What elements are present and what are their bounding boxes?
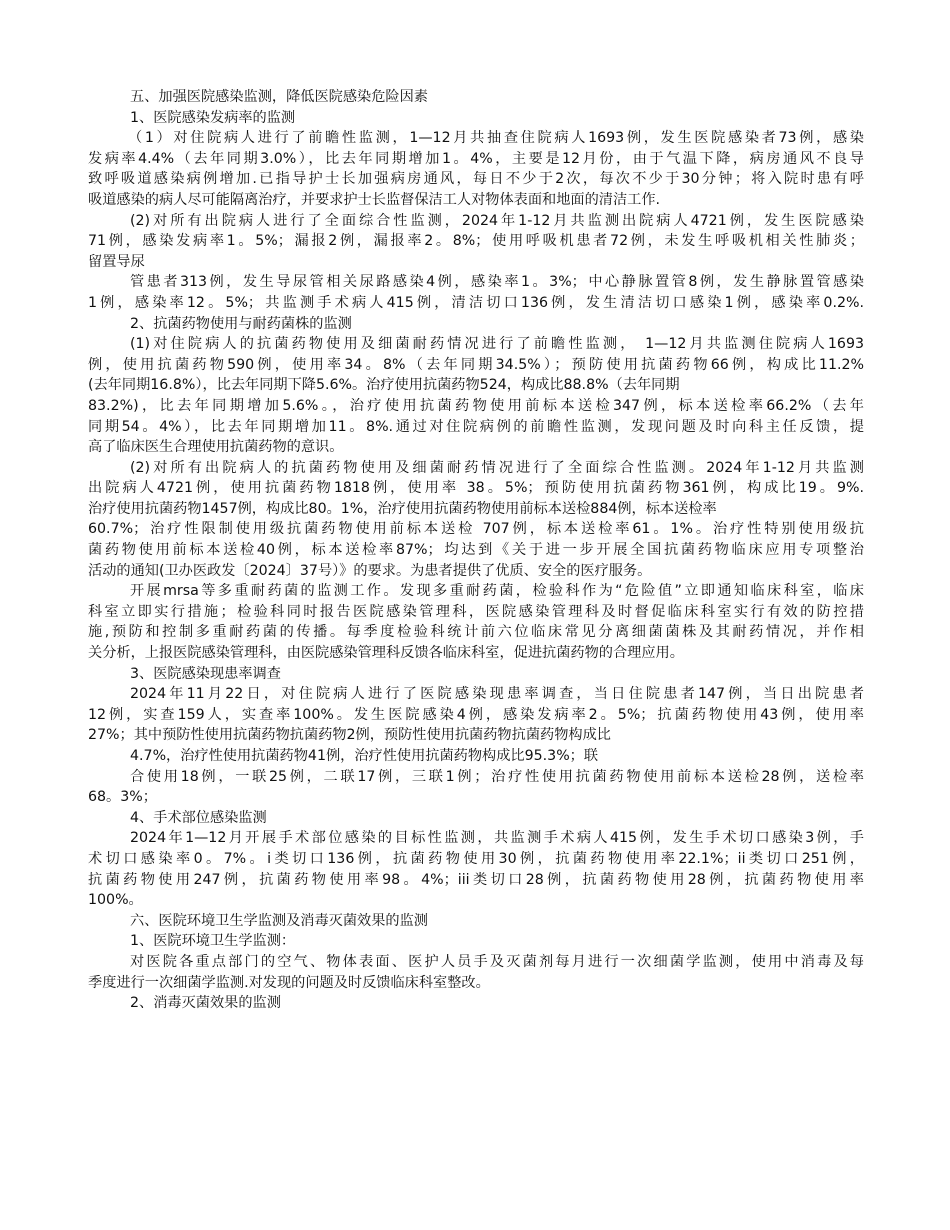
- paragraph-line: 抗菌药物使用247例，抗菌药物使用率98。4%；iii类切口28例，抗菌药物使用28例，抗菌药物使用率: [88, 871, 864, 888]
- paragraph-line: 留置导尿: [88, 253, 145, 270]
- paragraph-line: 活动的通知(卫办医政发〔2024〕37号）》的要求。为患者提供了优质、安全的医疗服务。: [88, 562, 652, 579]
- subsection-heading: 2、消毒灭菌效果的监测: [130, 995, 281, 1012]
- paragraph-line: (2)对所有出院病人的抗菌药物使用及细菌耐药情况进行了全面综合性监测。2024年1-12月共监测: [130, 459, 864, 476]
- paragraph-line: 菌药物使用前标本送检40例，标本送检率87%；均达到《关于进一步开展全国抗菌药物临床应用专项整治: [88, 542, 864, 559]
- paragraph-line: 术切口感染率0。7%。i类切口136例，抗菌药物使用30例，抗菌药物使用率22.1%；ii类切口251例，: [88, 850, 864, 867]
- paragraph-line: 12例，实查159人，实查率100%。发生医院感染4例，感染发病率2。5%；抗菌药物使用43例，使用率: [88, 706, 864, 723]
- paragraph-line: 对医院各重点部门的空气、物体表面、医护人员手及灭菌剂每月进行一次细菌学监测，使用中消毒及每: [130, 953, 864, 970]
- paragraph-line: （1）对住院病人进行了前瞻性监测，1—12月共抽查住院病人1693例，发生医院感染者73例，感染: [128, 130, 864, 147]
- subsection-heading: 4、手术部位感染监测: [130, 809, 267, 826]
- paragraph-line: 71例，感染发病率1。5%；漏报2例，漏报率2。8%；使用呼吸机患者72例，未发生呼吸机相关性肺炎；: [88, 233, 864, 250]
- paragraph-line: 治疗使用抗菌药物1457例，构成比80。1%，治疗使用抗菌药物使用前标本送检884例，标本送检率: [88, 500, 717, 517]
- paragraph-line: 2024年11月22日，对住院病人进行了医院感染现患率调查，当日住院患者147例，当日出院患者: [130, 686, 864, 703]
- paragraph-line: (2)对所有出院病人进行了全面综合性监测，2024年1-12月共监测出院病人4721例，发生医院感染: [130, 212, 864, 229]
- paragraph-line: 60.7%；治疗性限制使用级抗菌药物使用前标本送检 707例，标本送检率61。1%。治疗性特别使用级抗: [88, 521, 864, 538]
- paragraph-line: 合使用18例，一联25例，二联17例，三联1例；治疗性使用抗菌药物使用前标本送检28例，送检率: [130, 768, 864, 785]
- subsection-heading: 1、医院感染发病率的监测: [130, 109, 296, 126]
- paragraph-line: 例，使用抗菌药物590例，使用率34。8%（去年同期34.5%）；预防使用抗菌药物66例，构成比11.2%: [88, 356, 864, 373]
- paragraph-line: (1)对住院病人的抗菌药物使用及细菌耐药情况进行了前瞻性监测， 1—12月共监测住院病人1693: [130, 336, 864, 353]
- paragraph-line: 4.7%，治疗性使用抗菌药物41例，治疗性使用抗菌药物构成比95.3%；联: [130, 748, 599, 764]
- paragraph-line: 27%；其中预防性使用抗菌药物抗菌药物2例，预防性使用抗菌药物抗菌药物构成比: [88, 727, 611, 744]
- paragraph-line: 施,预防和控制多重耐药菌的传播。每季度检验科统计前六位临床常见分离细菌菌株及其耐药情况，并作相: [88, 624, 864, 641]
- subsection-heading: 1、医院环境卫生学监测：: [130, 933, 296, 950]
- paragraph-line: 管患者313例，发生导尿管相关尿路感染4例，感染率1。3%；中心静脉置管8例，发生静脉置管感染: [130, 274, 864, 291]
- paragraph-line: 科室立即实行措施；检验科同时报告医院感染管理科，医院感染管理科及时督促临床科室实行有效的防控措: [88, 603, 864, 620]
- paragraph-line: 高了临床医生合理使用抗菌药物的意识。: [88, 439, 344, 456]
- paragraph-line: 出院病人4721例，使用抗菌药物1818例，使用率 38。5%；预防使用抗菌药物361例，构成比19。9%.: [88, 480, 864, 497]
- paragraph-line: 2024年1—12月开展手术部位感染的目标性监测，共监测手术病人415例，发生手术切口感染3例，手: [130, 830, 864, 847]
- paragraph-line: 发病率4.4%（去年同期3.0%），比去年同期增加1。4%，主要是12月份，由于气温下降，病房通风不良导: [88, 150, 864, 167]
- paragraph-line: 100%。: [88, 892, 143, 909]
- paragraph-line: 吸道感染的病人尽可能隔离治疗，并要求护士长监督保洁工人对物体表面和地面的清洁工作.: [88, 191, 661, 208]
- paragraph-line: (去年同期16.8%），比去年同期下降5.6%。治疗使用抗菌药物524，构成比88.8%（去年同期: [88, 377, 680, 394]
- paragraph-line: 1例，感染率12。5%；共监测手术病人415例，清洁切口136例，发生清洁切口感染1例，感染率0.2%.: [88, 294, 864, 311]
- paragraph-line: 致呼吸道感染病例增加.已指导护士长加强病房通风，每日不少于2次，每次不少于30分钟；将入院时患有呼: [88, 171, 864, 188]
- paragraph-line: 开展mrsa等多重耐药菌的监测工作。发现多重耐药菌，检验科作为“危险值”立即通知临床科室，临床: [130, 583, 864, 600]
- subsection-heading: 2、抗菌药物使用与耐药菌株的监测: [130, 315, 352, 332]
- paragraph-line: 季度进行一次细菌学监测.对发现的问题及时反馈临床科室整改。: [88, 974, 490, 991]
- paragraph-line: 83.2%)，比去年同期增加5.6%。，治疗使用抗菌药物使用前标本送检347例，标本送检率66.2%（去年: [88, 397, 864, 414]
- paragraph-line: 同期54。4%），比去年同期增加11。8%.通过对住院病例的前瞻性监测，发现问题及时向科主任反馈，提: [88, 418, 864, 435]
- section-heading-6: 六、医院环境卫生学监测及消毒灭菌效果的监测: [130, 912, 428, 929]
- subsection-heading: 3、医院感染现患率调查: [130, 665, 281, 682]
- section-heading-5: 五、加强医院感染监测，降低医院感染危险因素: [130, 89, 428, 105]
- paragraph-line: 68。3%；: [88, 789, 157, 806]
- paragraph-line: 关分析，上报医院感染管理科，由医院感染管理科反馈各临床科室，促进抗菌药物的合理应用。: [88, 645, 684, 662]
